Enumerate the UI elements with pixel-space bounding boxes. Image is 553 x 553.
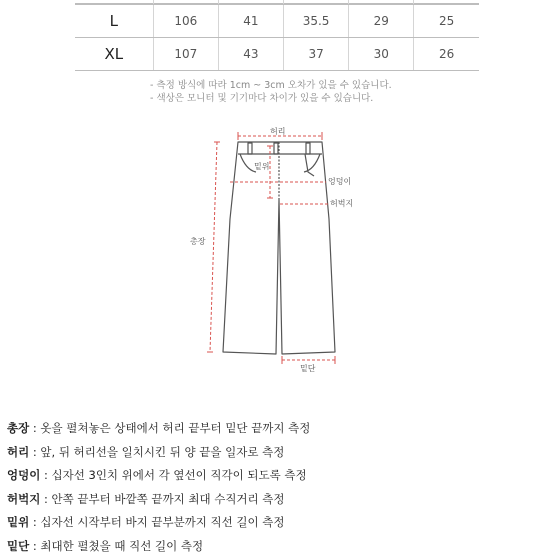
- pants-diagram: [190, 124, 370, 374]
- legend-desc: : 최대한 펼쳤을 때 직선 길이 측정: [29, 538, 204, 553]
- table-cell: 37: [284, 38, 349, 71]
- table-cell: 43: [218, 38, 283, 71]
- table-row: [75, 38, 479, 71]
- hip-label: 엉덩이: [328, 177, 352, 186]
- legend-term: 밑위: [7, 515, 30, 530]
- measurement-legend: [7, 417, 310, 553]
- table-row: [75, 5, 479, 38]
- pants-illustration: [190, 124, 370, 374]
- note-line: - 측정 방식에 따라 1cm ~ 3cm 오차가 있을 수 있습니다.: [150, 80, 392, 91]
- measurement-guides: [207, 132, 335, 364]
- thigh-label: 허벅지: [330, 199, 354, 208]
- legend-desc: : 십자선 3인치 위에서 각 옆선이 직각이 되도록 측정: [40, 468, 307, 483]
- waist-label: 허리: [270, 127, 286, 136]
- legend-term: 엉덩이: [7, 468, 41, 483]
- legend-term: 허리: [7, 444, 30, 459]
- table-cell: 106: [153, 5, 218, 38]
- table-cell: 25: [414, 5, 479, 38]
- measurement-notes: [150, 79, 392, 105]
- note-line: - 색상은 모니터 및 기기마다 차이가 있을 수 있습니다.: [150, 93, 374, 104]
- legend-item: [7, 511, 310, 535]
- table-cell: 41: [218, 5, 283, 38]
- pants-outline: [223, 142, 335, 354]
- size-table: [75, 4, 479, 71]
- rise-label: 밑위: [254, 162, 270, 171]
- size-label: L: [75, 5, 153, 38]
- size-label: XL: [75, 38, 153, 71]
- table-cell: 26: [414, 38, 479, 71]
- length-label: 총장: [190, 237, 206, 246]
- legend-term: 허벅지: [7, 491, 41, 506]
- hem-label: 밑단: [300, 364, 316, 373]
- legend-item: [7, 535, 310, 553]
- legend-desc: : 앞, 뒤 허리선을 일치시킨 뒤 양 끝을 일자로 측정: [29, 444, 285, 459]
- legend-item: [7, 464, 310, 488]
- legend-item: [7, 417, 310, 441]
- legend-desc: : 안쪽 끝부터 바깥쪽 끝까지 최대 수직거리 측정: [40, 491, 285, 506]
- legend-item: [7, 441, 310, 465]
- table-cell: 29: [349, 5, 414, 38]
- table-cell: 35.5: [284, 5, 349, 38]
- legend-item: [7, 488, 310, 512]
- legend-desc: : 십자선 시작부터 바지 끝부분까지 직선 길이 측정: [29, 515, 285, 530]
- table-cell: 107: [153, 38, 218, 71]
- legend-term: 총장: [7, 421, 30, 435]
- table-cell: 30: [349, 38, 414, 71]
- legend-term: 밑단: [7, 538, 30, 553]
- legend-desc: : 옷을 펼쳐놓은 상태에서 허리 끝부터 밑단 끝까지 측정: [29, 421, 311, 435]
